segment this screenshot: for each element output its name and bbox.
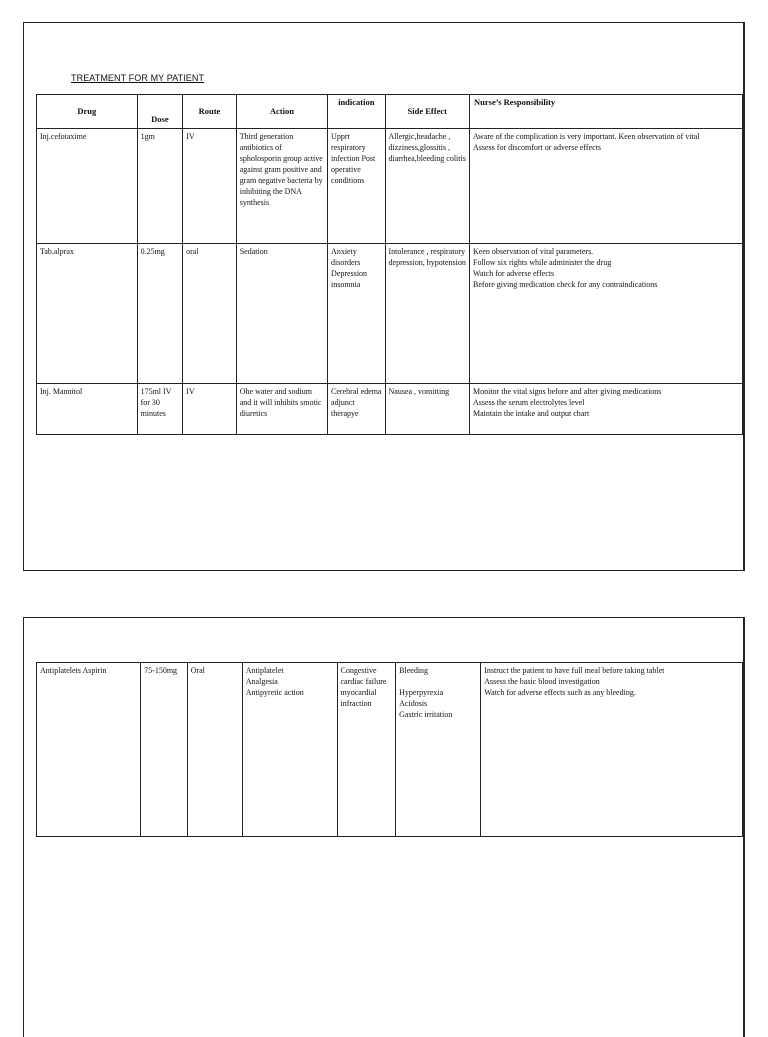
- nurse-line: Keen observation of vital parameters.: [473, 247, 594, 256]
- nurse-responsibility-cell: [470, 244, 743, 384]
- column-header-side-effect: Side Effect: [385, 95, 469, 129]
- action-cell: Sedation: [236, 244, 327, 384]
- dose-cell: 75-150mg: [141, 663, 188, 837]
- side-effect-line: Acidosis: [399, 699, 428, 708]
- nurse-line: Monitor the vital signs before and after giving medications: [473, 387, 662, 396]
- route-cell: oral: [183, 244, 237, 384]
- action-cell: Ohe water and sodium and it will inhibits smotic diuretics: [236, 384, 327, 435]
- treatment-table-continued: [36, 662, 743, 837]
- side-effect-line: Hyperpyrexia: [399, 688, 444, 697]
- drug-cell: Inj. Mannitol: [37, 384, 138, 435]
- column-header-route: Route: [183, 95, 237, 129]
- drug-cell: Inj.cefotaxime: [37, 129, 138, 244]
- indication-cell: Anxiety disorders Depression insomnia: [328, 244, 385, 384]
- column-header-action: Action: [236, 95, 327, 129]
- drug-cell: Antiplatelets Aspirin: [37, 663, 141, 837]
- nurse-line: Aware of the complication is very important. Keen observation of vital: [473, 132, 700, 141]
- indication-cell: Cerebral edema adjunct therapye: [328, 384, 385, 435]
- table-row: [37, 384, 743, 435]
- treatment-table: [36, 94, 743, 435]
- nurse-line: Before giving medication check for any contraindications: [473, 280, 658, 289]
- nurse-responsibility-cell: [470, 129, 743, 244]
- nurse-line: Assess the basic blood investigation: [484, 677, 600, 686]
- table-row: [37, 244, 743, 384]
- action-line: Antiplatelet: [245, 666, 284, 675]
- action-line: Analgesia: [245, 677, 278, 686]
- side-effect-cell: Nausea , vomitting: [385, 384, 469, 435]
- side-effect-list: [399, 687, 477, 720]
- nurse-responsibility-cell: [481, 663, 743, 837]
- nurse-line: Instruct the patient to have full meal before taking tablet: [484, 666, 665, 675]
- table-header-row: [37, 95, 743, 129]
- table-row: [37, 129, 743, 244]
- nurse-line: Assess for discomfort or adverse effects: [473, 143, 602, 152]
- column-header-nurse-responsibility: Nurse’s Responsibility: [470, 95, 743, 129]
- route-cell: IV: [183, 129, 237, 244]
- route-cell: Oral: [187, 663, 242, 837]
- side-effect-line: Gastric irritation: [399, 710, 453, 719]
- table-row: [37, 663, 743, 837]
- nurse-responsibility-cell: [470, 384, 743, 435]
- treatment-heading: TREATMENT FOR MY PATIENT: [71, 73, 205, 83]
- route-cell: IV: [183, 384, 237, 435]
- drug-cell: Tab.alprax: [37, 244, 138, 384]
- column-header-dose: Dose: [137, 95, 183, 129]
- nurse-line: Follow six rights while administer the drug: [473, 258, 612, 267]
- action-line: Antipyretic action: [245, 688, 304, 697]
- column-header-indication: indication: [328, 95, 385, 129]
- indication-cell: Upprt respiratory infection Post operative conditions: [328, 129, 385, 244]
- side-effect-cell: Allergic,headache , dizziness,glossitis , diarrhea,bleeding colitis: [385, 129, 469, 244]
- dose-cell: 0.25mg: [137, 244, 183, 384]
- action-cell: Third generation antibiotics of spholosporin group active against gram positive and gram negative bacteria by inhibiting the DNA synthesis: [236, 129, 327, 244]
- nurse-line: Watch for adverse effects such as any bleeding.: [484, 688, 636, 697]
- nurse-line: Maintain the intake and output chart: [473, 409, 590, 418]
- document-page-1: [23, 22, 745, 571]
- column-header-drug: Drug: [37, 95, 138, 129]
- side-effect-line: Bleeding: [399, 666, 429, 675]
- dose-cell: 175ml IV for 30 minutes: [137, 384, 183, 435]
- side-effect-cell: [396, 663, 481, 837]
- dose-cell: 1gm: [137, 129, 183, 244]
- nurse-line: Watch for adverse effects: [473, 269, 555, 278]
- action-cell: [242, 663, 337, 837]
- document-page-2: [23, 617, 745, 1037]
- side-effect-cell: Intolerance , respiratory depression, hypotension: [385, 244, 469, 384]
- nurse-line: Assess the serum electrolytes level: [473, 398, 585, 407]
- indication-cell: Congestive cardiac failure myocardial infraction: [337, 663, 396, 837]
